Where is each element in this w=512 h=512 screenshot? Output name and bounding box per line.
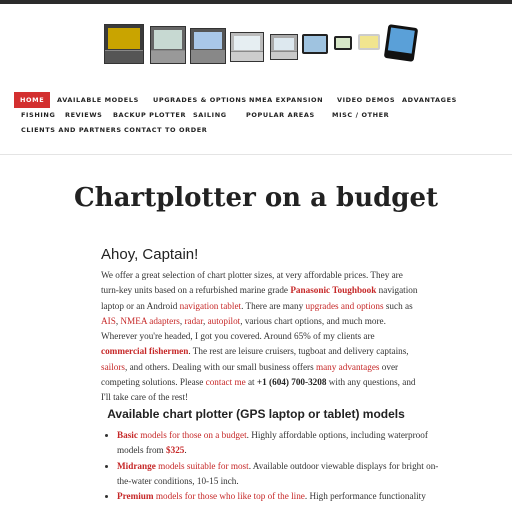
silver-laptop-image: [230, 32, 264, 62]
page-title: Chartplotter on a budget: [73, 183, 439, 213]
models-heading: Available chart plotter (GPS laptop or tablet) models: [107, 407, 405, 421]
nav-contact-to-order[interactable]: CONTACT TO ORDER: [124, 126, 208, 134]
toughbook-laptop-image: [104, 24, 144, 64]
link-contact-me[interactable]: contact me: [205, 377, 246, 388]
link-nmea-adapters[interactable]: NMEA adapters: [120, 315, 180, 326]
link-autopilot[interactable]: autopilot: [207, 315, 241, 326]
model-premium-link[interactable]: Premium: [117, 491, 154, 502]
nav-advantages[interactable]: ADVANTAGES: [402, 96, 457, 104]
intro-heading: Ahoy, Captain!: [101, 246, 199, 263]
intro-paragraph: We offer a great selection of chart plotter sizes, at very affordable prices. They are turn-key units based on a refurbished marine grade Panasonic Toughbook navigation laptop or an Android navigation tablet. There are many upgrades and options such as AIS, NMEA adapters, radar, autopilot, various chart options, and much more. Wherever you're headed, I got you covered. Around 65% of my clients are commercial fishermen. The rest are leisure cruisers, tugboat and delivery captains, sailors, and others. Dealing with our small business offers many advantages over competing solutions. Please contact me at +1 (604) 700-3208 with any questions, and I'll take care of the rest!: [101, 270, 418, 403]
nav-fishing[interactable]: FISHING: [21, 111, 56, 119]
model-basic-link[interactable]: Basic: [117, 430, 138, 440]
model-midrange-desc-link[interactable]: models suitable for most: [155, 460, 249, 471]
nav-sailing[interactable]: SAILING: [193, 111, 227, 119]
nav-divider: [0, 154, 512, 155]
nav-nmea-expansion[interactable]: NMEA EXPANSION: [249, 96, 324, 104]
list-item: • Basic models for those on a budget. Highly affordable options, including waterproof models from $325.: [117, 428, 447, 459]
link-panasonic-toughbook[interactable]: Panasonic Toughbook: [290, 285, 377, 296]
link-commercial-fishermen[interactable]: commercial fishermen: [101, 346, 189, 357]
list-item: • Premium models for those who like top of the line. High performance functionality: [117, 489, 447, 504]
link-ais[interactable]: AIS: [101, 315, 116, 326]
nav-available-models[interactable]: AVAILABLE MODELS: [57, 96, 139, 104]
nav-upgrades-options[interactable]: UPGRADES & OPTIONS: [153, 96, 247, 104]
nav-popular-areas[interactable]: POPULAR AREAS: [246, 111, 315, 119]
model-basic-desc-link[interactable]: models for those on a budget: [137, 430, 247, 440]
yellow-tablet-image: [358, 34, 380, 50]
tablet-image: [302, 34, 328, 54]
nav-clients-partners[interactable]: CLIENTS AND PARTNERS: [21, 126, 122, 134]
basic-price: $325: [166, 445, 185, 456]
link-navigation-tablet[interactable]: navigation tablet: [179, 300, 242, 311]
link-many-advantages[interactable]: many advantages: [315, 361, 380, 372]
top-bar: [0, 0, 512, 4]
product-banner: [100, 22, 420, 66]
list-item: • Midrange models suitable for most. Available outdoor viewable displays for bright on-the-water conditions, 10-15 inch.: [117, 459, 447, 490]
rugged-laptop-image: [150, 26, 186, 64]
model-premium-desc-link[interactable]: models for those who like top of the line: [153, 491, 305, 502]
nav-reviews[interactable]: REVIEWS: [65, 111, 103, 119]
phone-number: +1 (604) 700-3208: [256, 377, 327, 388]
nav-backup-plotter[interactable]: BACKUP PLOTTER: [113, 111, 187, 119]
link-upgrades-options[interactable]: upgrades and options: [305, 300, 384, 311]
models-list: [101, 428, 447, 504]
model-midrange-link[interactable]: Midrange: [117, 460, 156, 471]
link-sailors[interactable]: sailors: [101, 361, 125, 372]
link-radar[interactable]: radar: [184, 315, 203, 326]
rugged-tablet-image: [384, 24, 418, 62]
nav-misc-other[interactable]: MISC / OTHER: [332, 111, 390, 119]
small-tablet-image: [334, 36, 352, 50]
small-laptop-image: [270, 34, 298, 60]
nav-video-demos[interactable]: VIDEO DEMOS: [337, 96, 396, 104]
chart-laptop-image: [190, 28, 226, 64]
nav-home[interactable]: HOME: [14, 92, 50, 108]
